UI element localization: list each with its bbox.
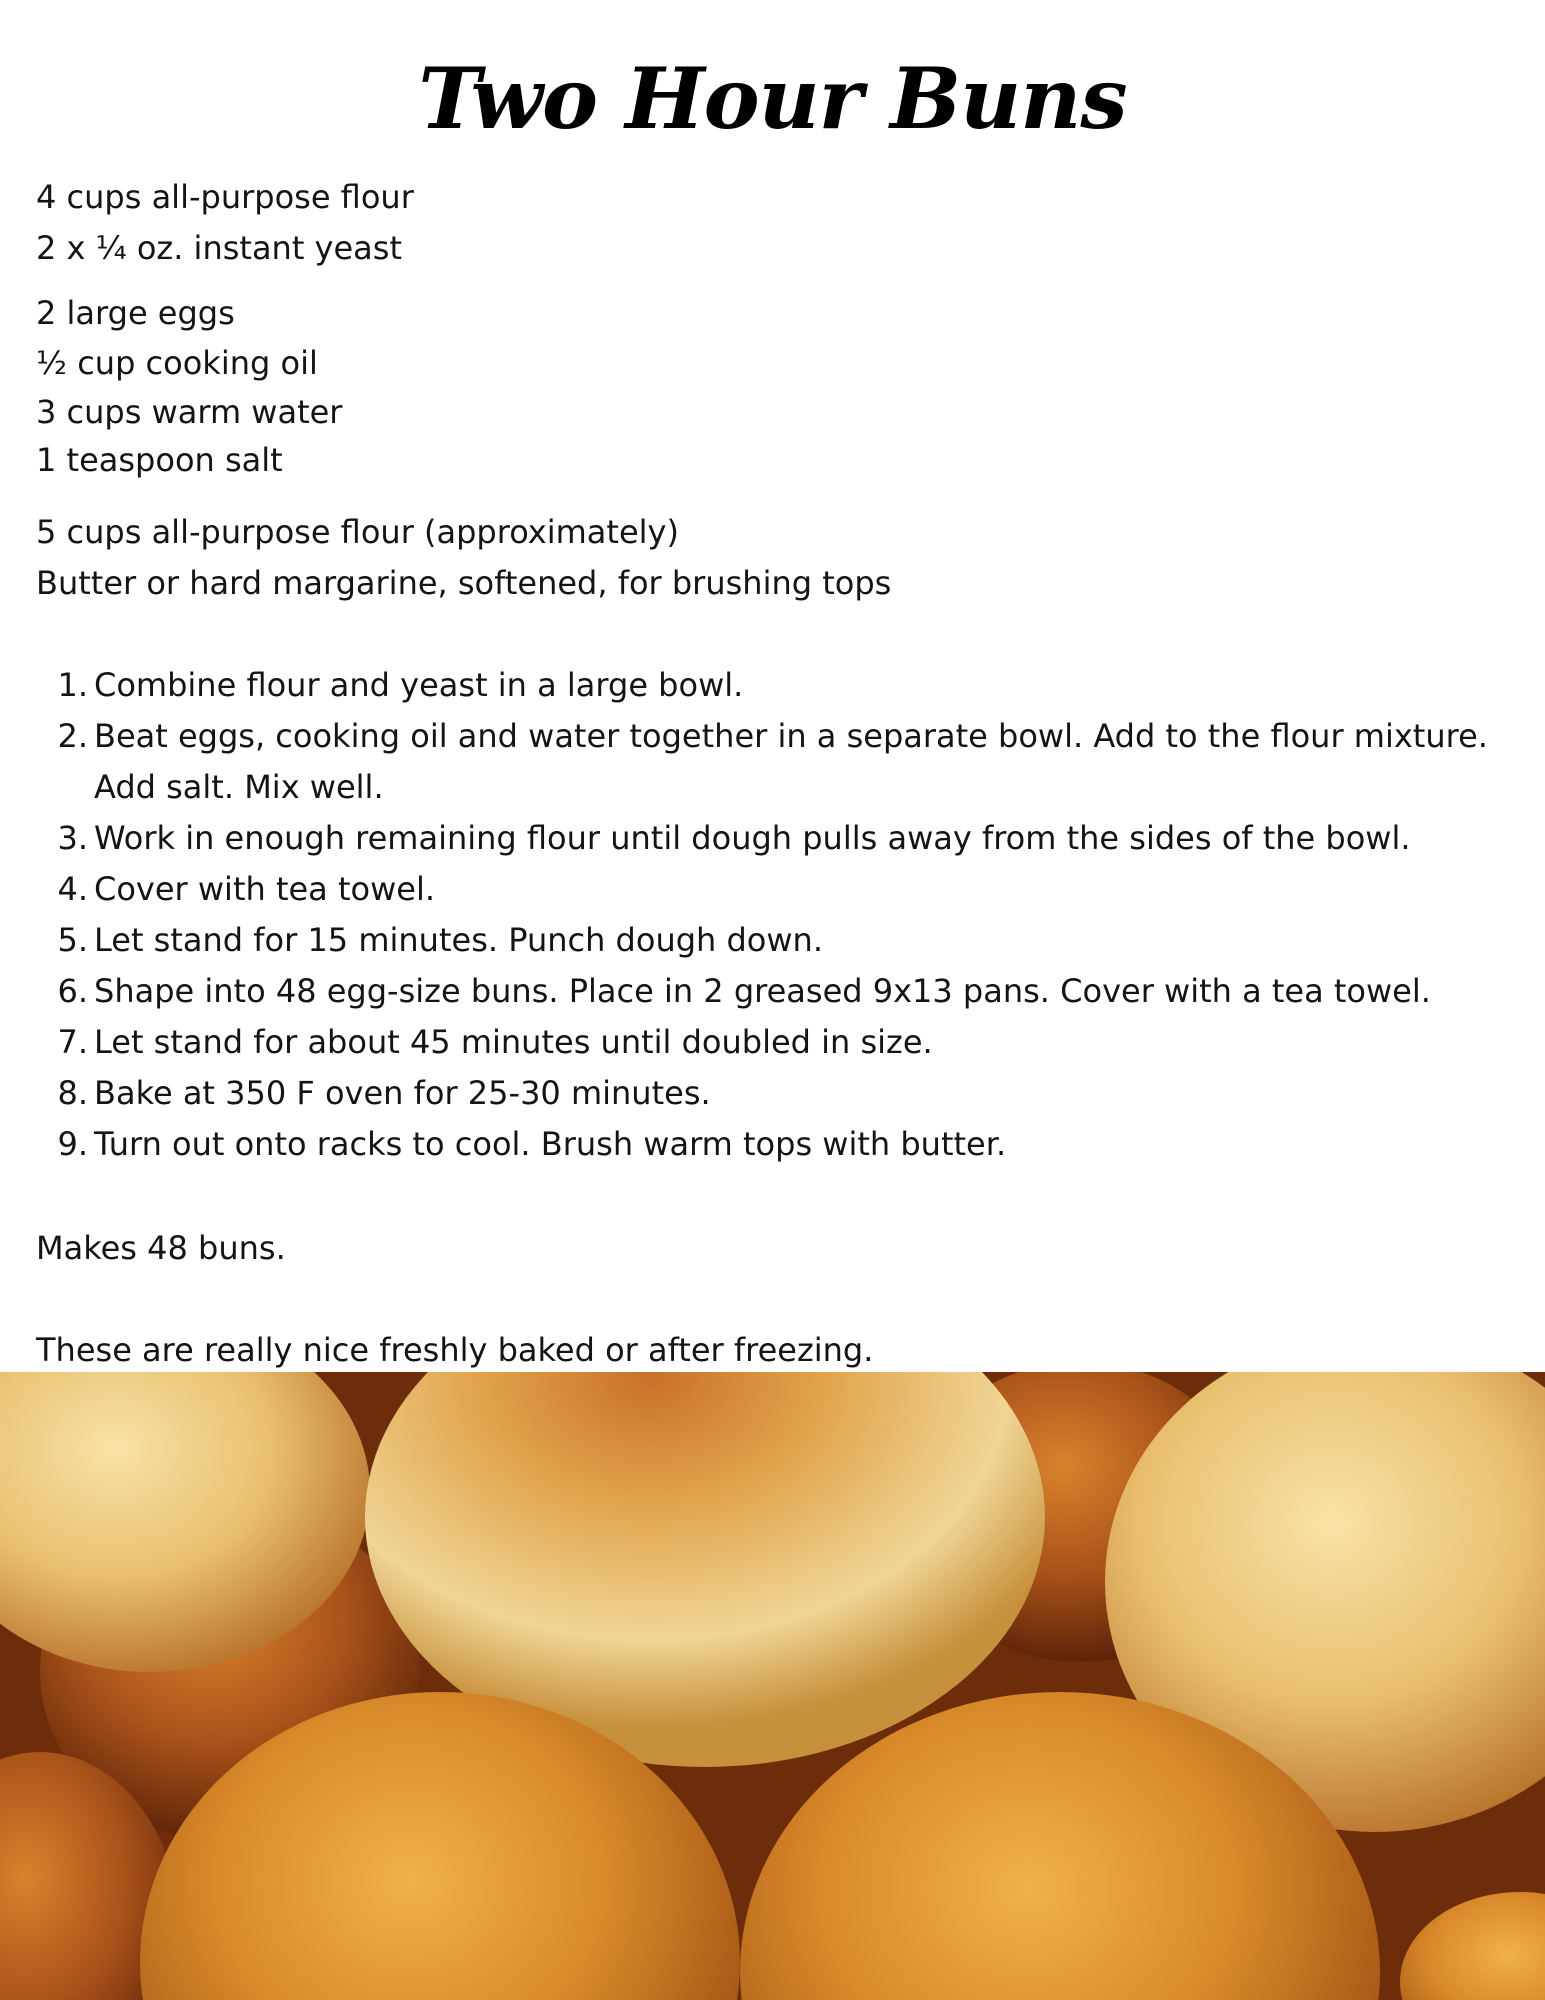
- step-item: [36, 966, 1516, 1017]
- step-text: Work in enough remaining flour until dough pulls away from the sides of the bowl.: [94, 819, 1411, 857]
- ingredient-flour: 4 cups all-purpose flour: [36, 178, 414, 216]
- step-text: Shape into 48 egg-size buns. Place in 2 greased 9x13 pans. Cover with a tea towel.: [94, 972, 1431, 1010]
- step-text: Combine flour and yeast in a large bowl.: [94, 666, 744, 704]
- step-text: Let stand for 15 minutes. Punch dough down.: [94, 921, 823, 959]
- step-number: 9.: [57, 1125, 88, 1163]
- buns-photo: [0, 1372, 1545, 2000]
- step-text: Beat eggs, cooking oil and water together in a separate bowl. Add to the flour mixture. Add salt. Mix well.: [94, 717, 1488, 806]
- ingredient-oil: ½ cup cooking oil: [36, 344, 318, 382]
- step-item: [36, 711, 1516, 813]
- step-item: [36, 864, 1516, 915]
- recipe-title: Two Hour Buns: [418, 49, 1127, 148]
- step-item: [36, 660, 1516, 711]
- steps-list: [36, 660, 1516, 1170]
- step-text: Turn out onto racks to cool. Brush warm tops with butter.: [94, 1125, 1007, 1163]
- step-number: 4.: [57, 870, 88, 908]
- step-number: 5.: [57, 921, 88, 959]
- ingredient-more-flour: 5 cups all-purpose flour (approximately): [36, 513, 679, 551]
- ingredient-butter: Butter or hard margarine, softened, for brushing tops: [36, 564, 892, 602]
- ingredient-salt: 1 teaspoon salt: [36, 441, 283, 479]
- ingredient-yeast: 2 x ¼ oz. instant yeast: [36, 229, 402, 267]
- step-item: [36, 915, 1516, 966]
- step-number: 7.: [57, 1023, 88, 1061]
- step-number: 8.: [57, 1074, 88, 1112]
- step-number: 2.: [57, 717, 88, 755]
- step-number: 6.: [57, 972, 88, 1010]
- step-item: [36, 1017, 1516, 1068]
- step-number: 1.: [57, 666, 88, 704]
- step-item: [36, 813, 1516, 864]
- step-item: [36, 1119, 1516, 1170]
- step-number: 3.: [57, 819, 88, 857]
- step-item: [36, 1068, 1516, 1119]
- ingredient-eggs: 2 large eggs: [36, 294, 235, 332]
- yield-text: Makes 48 buns.: [36, 1229, 286, 1267]
- serving-note: These are really nice freshly baked or after freezing.: [36, 1331, 874, 1369]
- ingredient-water: 3 cups warm water: [36, 393, 343, 431]
- step-text: Bake at 350 F oven for 25-30 minutes.: [94, 1074, 711, 1112]
- step-text: Let stand for about 45 minutes until doubled in size.: [94, 1023, 933, 1061]
- step-text: Cover with tea towel.: [94, 870, 435, 908]
